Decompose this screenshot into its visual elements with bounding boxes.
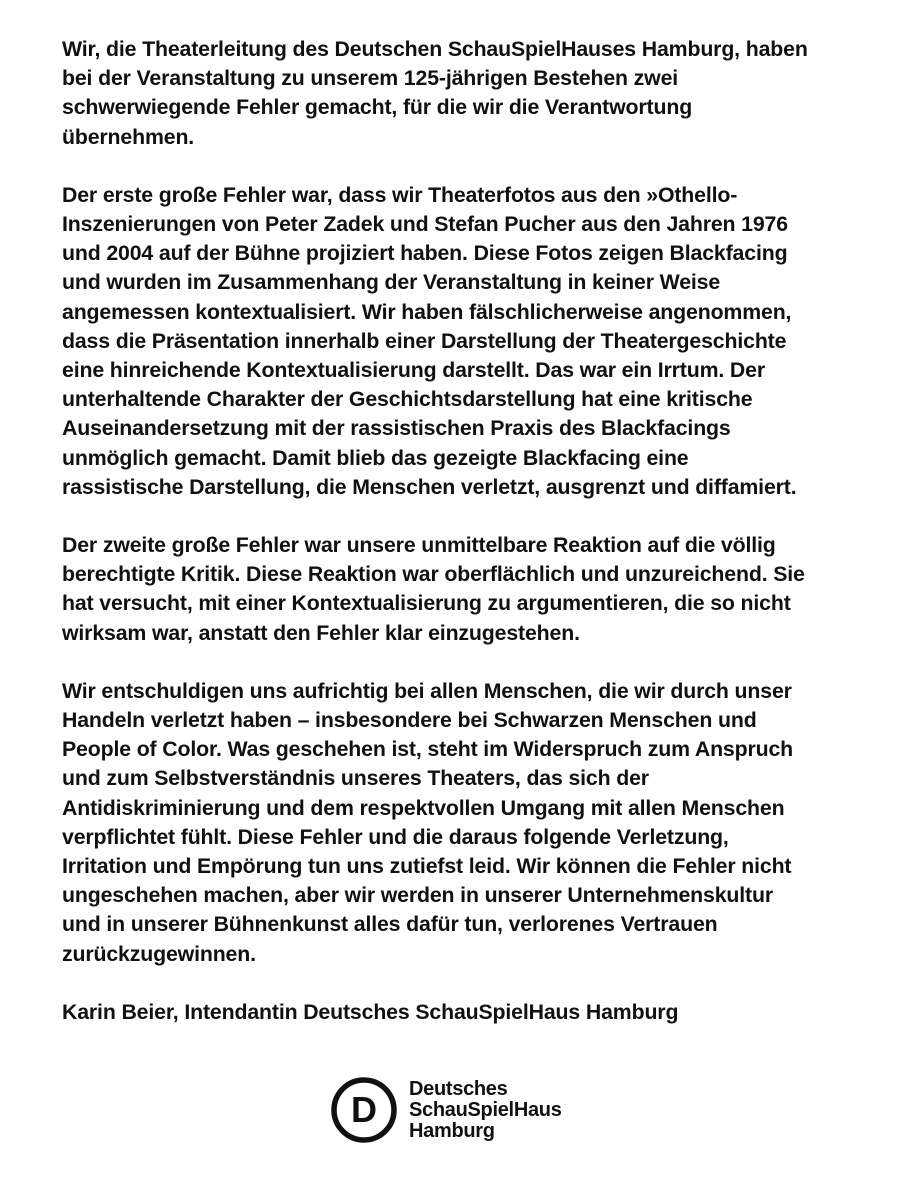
statement-paragraph-1: Wir, die Theaterleitung des Deutschen SchauSpielHauses Hamburg, haben bei der Veranstaltung zu unserem 125-jährigen Bestehen zwei schwerwiegende Fehler gemacht, für die wir die Verantwortung übernehmen.	[62, 37, 808, 149]
signature: Karin Beier, Intendantin Deutsches SchauSpielHaus Hamburg	[62, 999, 679, 1024]
statement-paragraph-4: Wir entschuldigen uns aufrichtig bei allen Menschen, die wir durch unser Handeln verletzt haben – insbesondere bei Schwarzen Menschen und People of Color. Was geschehen ist, steht im Widerspruch zum Anspruch und zum Selbstverständnis unseres Theaters, das sich der Antidiskriminierung und dem respektvollen Umgang mit allen Menschen verpflichtet fühlt. Diese Fehler und die daraus folgende Verletzung, Irritation und Empörung tun uns zutiefst leid. Wir können die Fehler nicht ungeschehen machen, aber wir werden in unserer Unternehmenskultur und in unserer Bühnenkunst alles dafür tun, verlorenes Vertrauen zurückzugewinnen.	[62, 678, 794, 966]
statement	[62, 35, 852, 1027]
statement-paragraph-3: Der zweite große Fehler war unsere unmittelbare Reaktion auf die völlig berechtigte Kritik. Diese Reaktion war oberflächlich und unzureichend. Sie hat versucht, mit einer Kontextualisierung zu argumentieren, die so nicht wirksam war, anstatt den Fehler klar einzugestehen.	[62, 533, 805, 645]
statement-paragraph-2: Der erste große Fehler war, dass wir Theaterfotos aus den »Othello- Inszenierungen von Peter Zadek und Stefan Pucher aus den Jahren 1976 und 2004 auf der Bühne projiziert haben. Diese Fotos zeigen Blackfacing und wurden im Zusammenhang der Veranstaltung in keiner Weise angemessen kontextualisiert. Wir haben fälschlicherweise angenommen, dass die Präsentation innerhalb einer Darstellung der Theatergeschichte eine hinreichende Kontextualisierung darstellt. Das war ein Irrtum. Der unterhaltende Charakter der Geschichtsdarstellung hat eine kritische Auseinandersetzung mit der rassistischen Praxis des Blackfacings unmöglich gemacht. Damit blieb das gezeigte Blackfacing eine rassistische Darstellung, die Menschen verletzt, ausgrenzt und diffamiert.	[62, 182, 797, 499]
logo-line-2: SchauSpielHaus	[409, 1098, 562, 1121]
theater-logo-icon	[331, 1077, 397, 1143]
logo-letter: D	[351, 1089, 377, 1130]
theater-logo	[331, 1077, 562, 1143]
logo-line-3: Hamburg	[409, 1119, 495, 1142]
logo-wordmark	[409, 1079, 562, 1142]
logo-line-1: Deutsches	[409, 1077, 508, 1100]
